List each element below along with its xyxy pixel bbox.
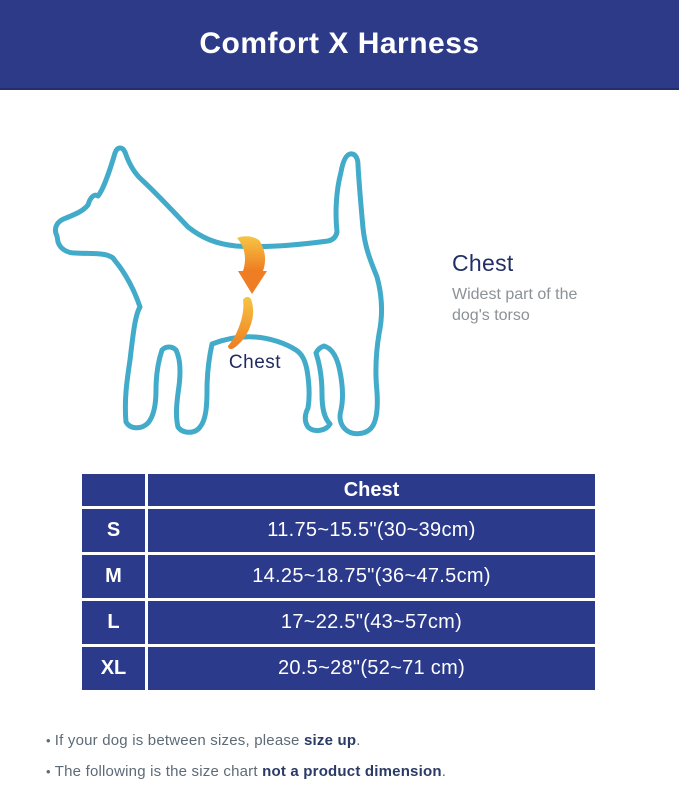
note-text: The following is the size chart	[54, 763, 263, 780]
note-text: If your dog is between sizes, please	[54, 732, 304, 749]
size-label: M	[82, 555, 145, 598]
note-suffix: .	[441, 763, 447, 780]
bullet-icon: •	[46, 764, 51, 779]
table-row	[82, 647, 595, 690]
note-suffix: .	[356, 732, 361, 749]
note-bold-text: not a product dimension	[262, 763, 442, 780]
measure-band-arrow-icon	[228, 236, 267, 349]
table-header-chest: Chest	[148, 474, 595, 506]
bullet-icon: •	[46, 733, 51, 748]
chest-range: 14.25~18.75"(36~47.5cm)	[148, 555, 595, 598]
table-row	[82, 509, 595, 552]
size-label: XL	[82, 647, 145, 690]
product-title: Comfort X Harness	[199, 27, 480, 60]
note-bold-text: size up	[303, 732, 357, 749]
chest-info-title: Chest	[452, 250, 514, 276]
dog-outline-illustration	[45, 135, 435, 455]
chest-info-description: Widest part of the dog's torso	[452, 286, 578, 324]
chest-band-label: Chest	[228, 352, 282, 373]
chest-range: 11.75~15.5"(30~39cm)	[148, 509, 595, 552]
header-bar	[0, 0, 679, 90]
dog-silhouette-path	[55, 148, 381, 434]
note-size-up	[46, 732, 446, 763]
size-chart-table	[79, 471, 598, 693]
footnotes	[46, 732, 446, 786]
table-header-row	[82, 474, 595, 506]
table-row	[82, 601, 595, 644]
size-label: S	[82, 509, 145, 552]
chest-range: 20.5~28"(52~71 cm)	[148, 647, 595, 690]
note-not-product-dimension	[46, 763, 446, 786]
size-label: L	[82, 601, 145, 644]
table-row	[82, 555, 595, 598]
table-header-empty-cell	[82, 474, 145, 506]
chest-range: 17~22.5"(43~57cm)	[148, 601, 595, 644]
chest-info-block	[452, 250, 652, 326]
